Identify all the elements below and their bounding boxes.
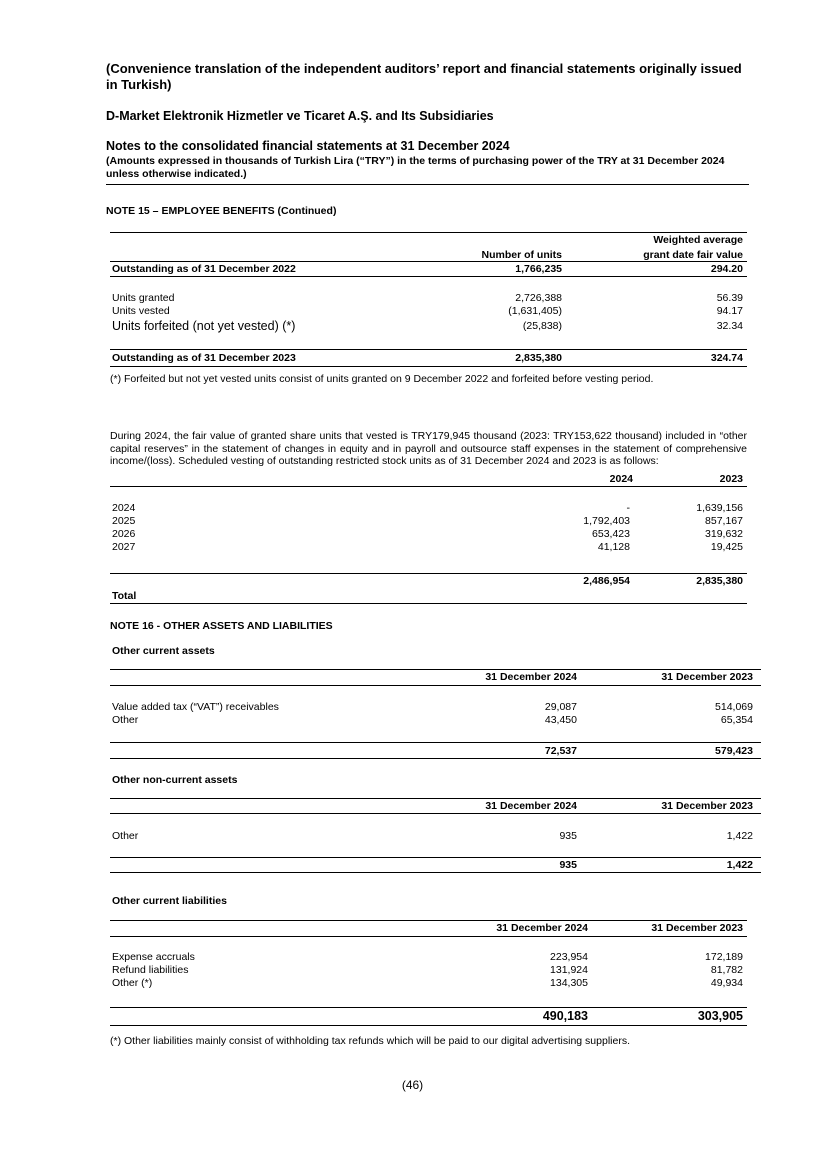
table-rule bbox=[110, 1007, 747, 1008]
row-v2024: 41,128 bbox=[597, 541, 630, 553]
vesting-paragraph: During 2024, the fair value of granted share units that vested is TRY179,945 thousand (2023: TRY153,622 thousand) included in “other capital reserves” in the statement of changes in equity and in payroll and outsource staff expenses in the statement of comprehensive income/(loss). Scheduled vesting of outstanding restricted stock units as of 31 December 2024 and 2023 is as follows: bbox=[110, 430, 747, 467]
row-label: Units vested bbox=[112, 305, 170, 317]
row-value: 32.34 bbox=[716, 320, 743, 332]
total-2023: 303,905 bbox=[697, 1009, 743, 1023]
table-rule bbox=[110, 742, 761, 743]
row-v2024: 935 bbox=[559, 830, 577, 842]
row-year: 2025 bbox=[112, 515, 136, 527]
col-header-wavg-1: Weighted average bbox=[653, 234, 743, 246]
row-label: Other (*) bbox=[112, 977, 153, 989]
table-rule bbox=[110, 349, 747, 350]
row-v2023: 1,422 bbox=[726, 830, 753, 842]
total-label: Total bbox=[112, 590, 137, 602]
table-rule bbox=[110, 685, 761, 686]
page-number: (46) bbox=[401, 1078, 424, 1092]
row-units: (25,838) bbox=[522, 320, 562, 332]
row-label: Refund liabilities bbox=[112, 964, 189, 976]
table-rule bbox=[110, 857, 761, 858]
col-header-wavg-2: grant date fair value bbox=[643, 249, 743, 261]
row-v2024: 43,450 bbox=[544, 714, 577, 726]
total-2023: 579,423 bbox=[715, 745, 753, 757]
table-rule bbox=[110, 872, 761, 873]
table-rule bbox=[110, 920, 747, 921]
opening-label: Outstanding as of 31 December 2022 bbox=[112, 263, 296, 275]
table-rule bbox=[110, 798, 761, 799]
opening-value: 294.20 bbox=[710, 263, 743, 275]
row-year: 2026 bbox=[112, 528, 136, 540]
row-value: 56.39 bbox=[716, 292, 743, 304]
closing-units: 2,835,380 bbox=[515, 352, 562, 364]
current-liabilities-title: Other current liabilities bbox=[112, 895, 227, 907]
note16-footnote: (*) Other liabilities mainly consist of withholding tax refunds which will be paid to our digital advertising suppliers. bbox=[110, 1035, 630, 1047]
row-units: (1,631,405) bbox=[508, 305, 562, 317]
notes-title: Notes to the consolidated financial statements at 31 December 2024 bbox=[106, 139, 510, 153]
table-rule bbox=[110, 1025, 747, 1026]
col-header-units: Number of units bbox=[481, 249, 562, 261]
table-rule bbox=[110, 669, 761, 670]
row-label: Other bbox=[112, 830, 139, 842]
table-rule bbox=[110, 486, 747, 487]
total-2024: 2,486,954 bbox=[583, 575, 630, 587]
row-v2023: 1,639,156 bbox=[696, 502, 743, 514]
noncurrent-assets-title: Other non-current assets bbox=[112, 774, 238, 786]
row-label: Other bbox=[112, 714, 139, 726]
table-rule bbox=[110, 936, 747, 937]
current-assets-title: Other current assets bbox=[112, 645, 215, 657]
table-rule bbox=[110, 573, 747, 574]
header-divider bbox=[106, 184, 749, 185]
total-2024: 490,183 bbox=[542, 1009, 588, 1023]
row-v2024: 1,792,403 bbox=[583, 515, 630, 527]
opening-units: 1,766,235 bbox=[515, 263, 562, 275]
row-year: 2024 bbox=[112, 502, 136, 514]
table-rule bbox=[110, 276, 747, 277]
note15-footnote: (*) Forfeited but not yet vested units consist of units granted on 9 December 2022 and forfeited before vesting period. bbox=[110, 373, 654, 385]
closing-label: Outstanding as of 31 December 2023 bbox=[112, 352, 296, 364]
col-header-2023: 2023 bbox=[719, 473, 743, 485]
row-v2023: 319,632 bbox=[705, 528, 743, 540]
row-label: Units forfeited (not yet vested) (*) bbox=[112, 319, 296, 333]
total-2024: 72,537 bbox=[544, 745, 577, 757]
col-header-2024: 31 December 2024 bbox=[496, 922, 588, 934]
table-rule bbox=[110, 366, 747, 367]
row-year: 2027 bbox=[112, 541, 136, 553]
row-v2023: 81,782 bbox=[710, 964, 743, 976]
row-v2024: 131,924 bbox=[550, 964, 588, 976]
row-units: 2,726,388 bbox=[515, 292, 562, 304]
total-2024: 935 bbox=[559, 859, 577, 871]
row-v2024: 223,954 bbox=[550, 951, 588, 963]
row-label: Expense accruals bbox=[112, 951, 195, 963]
col-header-2023: 31 December 2023 bbox=[651, 922, 743, 934]
row-value: 94.17 bbox=[716, 305, 743, 317]
table-rule bbox=[110, 813, 761, 814]
row-v2023: 857,167 bbox=[705, 515, 743, 527]
row-v2023: 514,069 bbox=[715, 701, 753, 713]
row-v2024: 134,305 bbox=[550, 977, 588, 989]
row-v2023: 65,354 bbox=[720, 714, 753, 726]
table-rule bbox=[110, 261, 747, 262]
note16-title: NOTE 16 - OTHER ASSETS AND LIABILITIES bbox=[110, 620, 333, 632]
row-v2024: 653,423 bbox=[592, 528, 630, 540]
row-v2024: - bbox=[626, 502, 630, 514]
table-rule bbox=[110, 603, 747, 604]
row-label: Units granted bbox=[112, 292, 175, 304]
row-v2023: 49,934 bbox=[710, 977, 743, 989]
total-2023: 2,835,380 bbox=[696, 575, 743, 587]
company-name: D-Market Elektronik Hizmetler ve Ticaret A.Ş. and Its Subsidiaries bbox=[106, 109, 494, 123]
row-label: Value added tax (“VAT”) receivables bbox=[112, 701, 279, 713]
table-rule bbox=[110, 758, 761, 759]
col-header-2024: 2024 bbox=[609, 473, 633, 485]
col-header-2024: 31 December 2024 bbox=[485, 671, 577, 683]
table-rule bbox=[110, 232, 747, 233]
col-header-2024: 31 December 2024 bbox=[485, 800, 577, 812]
col-header-2023: 31 December 2023 bbox=[661, 800, 753, 812]
note15-title: NOTE 15 – EMPLOYEE BENEFITS (Continued) bbox=[106, 205, 337, 217]
row-v2023: 172,189 bbox=[705, 951, 743, 963]
total-2023: 1,422 bbox=[726, 859, 753, 871]
row-v2024: 29,087 bbox=[544, 701, 577, 713]
translation-note: (Convenience translation of the independent auditors’ report and financial statements originally issued in Turkish) bbox=[106, 61, 742, 92]
closing-value: 324.74 bbox=[710, 352, 743, 364]
col-header-2023: 31 December 2023 bbox=[661, 671, 753, 683]
row-v2023: 19,425 bbox=[710, 541, 743, 553]
amounts-note: (Amounts expressed in thousands of Turkish Lira (“TRY”) in the terms of purchasing power of the TRY at 31 December 2024 unless otherwise indicated.) bbox=[106, 155, 725, 180]
